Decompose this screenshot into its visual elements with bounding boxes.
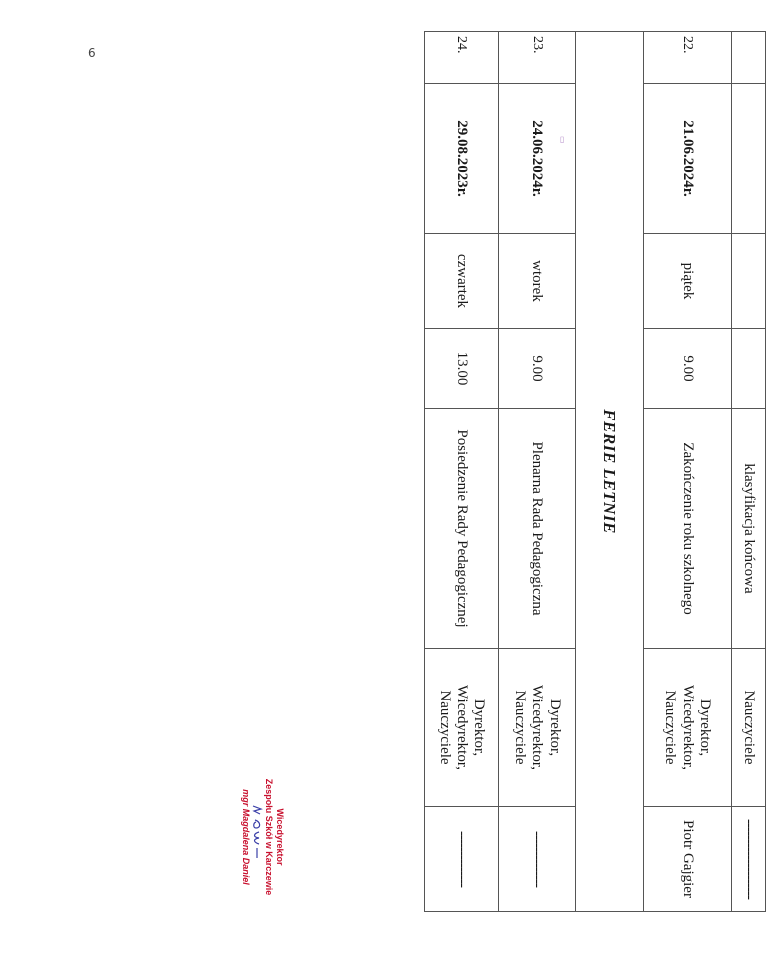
table-row [498,32,575,912]
date-cell: 21.06.2024r. [643,84,731,234]
time-cell: 13.00 [425,329,499,409]
stamp-name: mgr Magdalena Daniel [241,789,251,885]
person-cell: Piotr Gajgier [643,807,731,912]
row-number: 22. [643,32,731,84]
person-cell: -------------- [498,807,575,912]
table-row [425,32,499,912]
person-cell: -------------- [425,807,499,912]
ferie-heading: FERIE LETNIE [575,32,643,912]
event-cell: Zakończenie roku szkolnego [643,409,731,649]
responsible-line: Wicedyrektor, [679,684,696,770]
event-cell: Posiedzenie Rady Pedagogicznej [425,409,499,649]
stamp-school: Zespołu Szkół w Karczewie [264,778,274,896]
person-cell: -------------------- [731,807,765,912]
responsible-line: Nauczyciele [512,690,529,765]
responsible-cell [643,649,731,807]
official-stamp [231,747,285,927]
schedule-table [424,31,766,912]
stamp-mark: ▭ [558,136,567,144]
event-cell: Plenarna Rada Pedagogiczna [498,409,575,649]
responsible-cell: Nauczyciele [731,649,765,807]
table-row [643,32,731,912]
schedule-table-rotated [424,31,766,911]
day-cell: piątek [643,234,731,329]
responsible-line: Dyrektor, [546,698,563,757]
handwritten-signature [251,747,263,927]
row-number: 24. [425,32,499,84]
page-number: 6 [88,46,96,60]
table-row [575,32,643,912]
time-cell: 9.00 [498,329,575,409]
time-cell: 9.00 [643,329,731,409]
day-cell: czwartek [425,234,499,329]
date-cell: 24.06.2024r. [498,84,575,234]
responsible-line: Nauczyciele [662,690,679,765]
day-cell: wtorek [498,234,575,329]
responsible-line: Wicedyrektor, [529,684,546,770]
event-cell: klasyfikacja końcowa [731,409,765,649]
date-cell: 29.08.2023r. [425,84,499,234]
responsible-cell [498,649,575,807]
responsible-line: Wicedyrektor, [453,684,470,770]
row-number: 23. [498,32,575,84]
responsible-line: Nauczyciele [436,690,453,765]
stamp-title: Wicedyrektor [275,808,285,866]
table-row [731,32,765,912]
responsible-line: Dyrektor, [471,698,488,757]
responsible-line: Dyrektor, [696,698,713,757]
responsible-cell [425,649,499,807]
